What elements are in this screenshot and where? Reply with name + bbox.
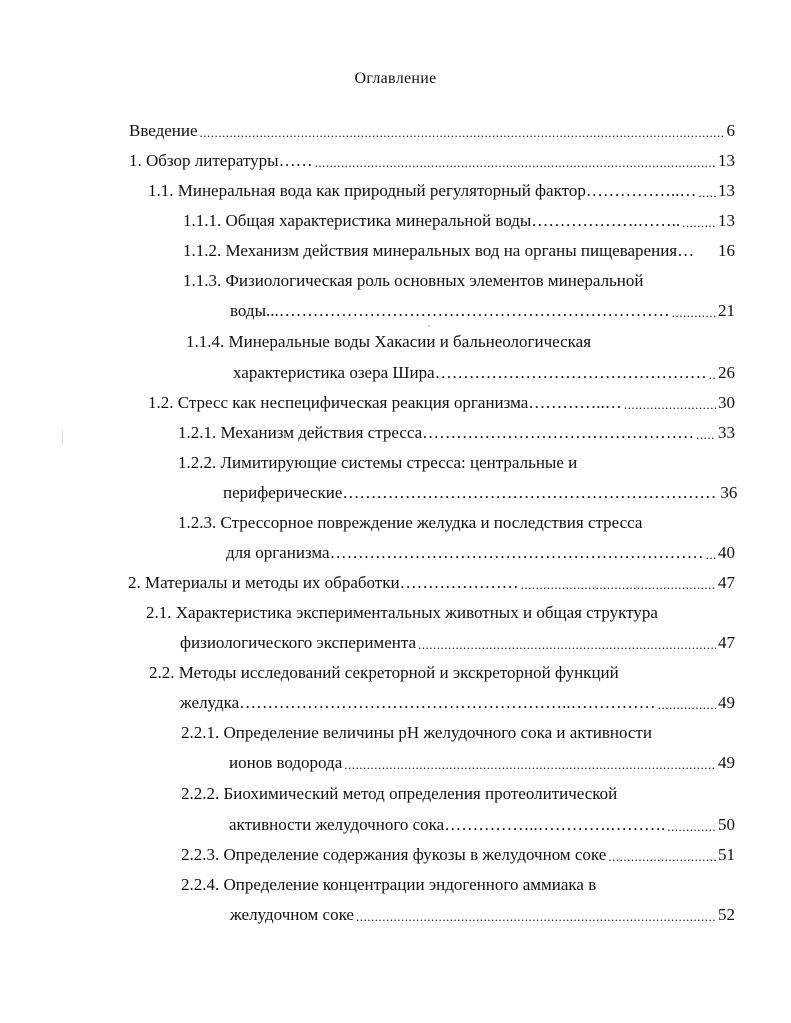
toc-entry-text: характеристика озера Шира…………………………………………: [233, 363, 707, 382]
toc-leader-dots: [356, 909, 716, 925]
toc-entry-1-2-2-line1: 1.2.2. Лимитирующие системы стресса: центральные и: [178, 453, 578, 472]
toc-leader-dots: [709, 367, 716, 383]
toc-entry-1-1-1: [183, 211, 735, 231]
toc-entry-text: желудочном соке: [230, 905, 354, 924]
toc-entry-1-1-4-line1: 1.1.4. Минеральные воды Хакасии и бальнеологическая: [186, 332, 592, 351]
toc-entry-text: 1.2.1. Механизм действия стресса…………………………………………: [178, 423, 695, 442]
toc-page-number: 13: [718, 181, 735, 200]
toc-entry-2-2-line1: 2.2. Методы исследований секреторной и экскреторной функций: [149, 663, 619, 682]
toc-entry-2-1-line1: 2.1. Характеристика экспериментальных животных и общая структура: [146, 603, 658, 622]
toc-entry-2: [128, 573, 735, 593]
toc-page-number: 47: [718, 633, 735, 652]
toc-page-number: 36: [720, 483, 738, 502]
toc-entry-2-2-2: [229, 815, 735, 835]
toc-entry-1-2-2: [223, 483, 738, 503]
toc-page-number: 49: [718, 753, 735, 772]
toc-entry-2-2-4: [230, 905, 735, 925]
toc-entry-1-2: [148, 393, 735, 413]
toc-entry-1-1-4: [233, 363, 735, 383]
toc-entry-1-2-3-line1: 1.2.3. Стрессорное повреждение желудка и последствия стресса: [178, 513, 643, 532]
toc-page-number: 33: [718, 423, 735, 442]
toc-page-number: 52: [718, 905, 735, 924]
toc-entry-1-1: [148, 181, 735, 201]
toc-page-number: 50: [718, 815, 735, 834]
toc-entry-1: [129, 151, 735, 171]
toc-page-number: 13: [718, 151, 735, 170]
toc-entry-text: 1.2. Стресс как неспецифическая реакция организма…………..…: [148, 393, 622, 412]
toc-entry-text: активности желудочного сока……………..………….……….: [229, 815, 666, 834]
toc-entry-2-2-1-line1: 2.2.1. Определение величины pH желудочного сока и активности: [181, 723, 652, 742]
toc-leader-dots: [706, 547, 716, 563]
toc-entry-1-2-3: [226, 543, 735, 563]
toc-leader-dots: [608, 849, 716, 865]
toc-leader-dots: [315, 155, 716, 171]
toc-leader-dots: [344, 757, 716, 773]
toc-page-number: 13: [718, 211, 735, 230]
toc-page-number: 16: [718, 241, 735, 260]
toc-entry-1-1-3-line1: 1.1.3. Физиологическая роль основных элементов минеральной: [183, 271, 644, 290]
toc-entry-text: для организма…………………………………………………………: [226, 543, 704, 562]
toc-entry-text: 1.1.1. Общая характеристика минеральной воды……………….……..: [183, 211, 681, 230]
toc-entry-2-2: [180, 693, 735, 713]
toc-page-number: 40: [718, 543, 735, 562]
toc-entry-text: физиологического эксперимента: [180, 633, 417, 652]
toc-leader-dots: [698, 185, 716, 201]
toc-page-number: 47: [718, 573, 735, 592]
scan-margin-mark: [62, 430, 63, 444]
toc-entry-text: желудка…………………………………………………..……………: [180, 693, 656, 712]
toc-entry-text: 1. Обзор литературы……: [129, 151, 313, 170]
toc-entry-text: периферические…………………………………………………………: [223, 483, 717, 502]
toc-entry-1-2-1: [178, 423, 735, 443]
toc-page-number: 21: [718, 301, 735, 320]
toc-entry-text: воды...……………………………………………………………: [230, 301, 670, 320]
toc-entry-text: Введение: [129, 121, 198, 140]
toc-leader-dots: [200, 125, 725, 141]
toc-entry-text: 2. Материалы и методы их обработки…………………: [128, 573, 519, 592]
toc-entry-text: ионов водорода: [229, 753, 343, 772]
toc-page-number: 26: [718, 363, 735, 382]
toc-entry-2-1: [180, 633, 735, 653]
toc-page-number: 49: [718, 693, 735, 712]
toc-leader-dots: [418, 637, 716, 653]
toc-entry-1-1-2: [183, 241, 735, 261]
toc-entry-text: 2.2.3. Определение содержания фукозы в желудочном соке: [181, 845, 607, 864]
toc-page-number: 51: [718, 845, 735, 864]
toc-page-number: 30: [718, 393, 735, 412]
toc-entry-1-1-3: [230, 301, 735, 321]
toc-leader-dots: [696, 427, 716, 443]
toc-entry-2-2-2-line1: 2.2.2. Биохимический метод определения протеолитической: [181, 784, 618, 803]
toc-leader-dots: [624, 397, 716, 413]
toc-entry-text: 1.1.2. Механизм действия минеральных вод на органы пищеварения…: [183, 241, 695, 260]
page-title: Оглавление: [354, 70, 437, 87]
toc-entry-intro: [129, 121, 735, 141]
toc-page-number: 6: [726, 121, 735, 140]
toc-leader-dots: [521, 577, 716, 593]
toc-entry-2-2-1: [229, 753, 735, 773]
toc-leader-dots: [672, 305, 716, 321]
toc-entry-text: 1.1. Минеральная вода как природный регуляторный фактор……………..…: [148, 181, 697, 200]
toc-entry-2-2-4-line1: 2.2.4. Определение концентрации эндогенного аммиака в: [181, 875, 597, 894]
scan-speck: [428, 325, 430, 327]
toc-leader-dots: [682, 215, 716, 231]
toc-entry-2-2-3: [181, 845, 735, 865]
toc-leader-dots: [667, 819, 716, 835]
toc-leader-dots: [658, 697, 716, 713]
